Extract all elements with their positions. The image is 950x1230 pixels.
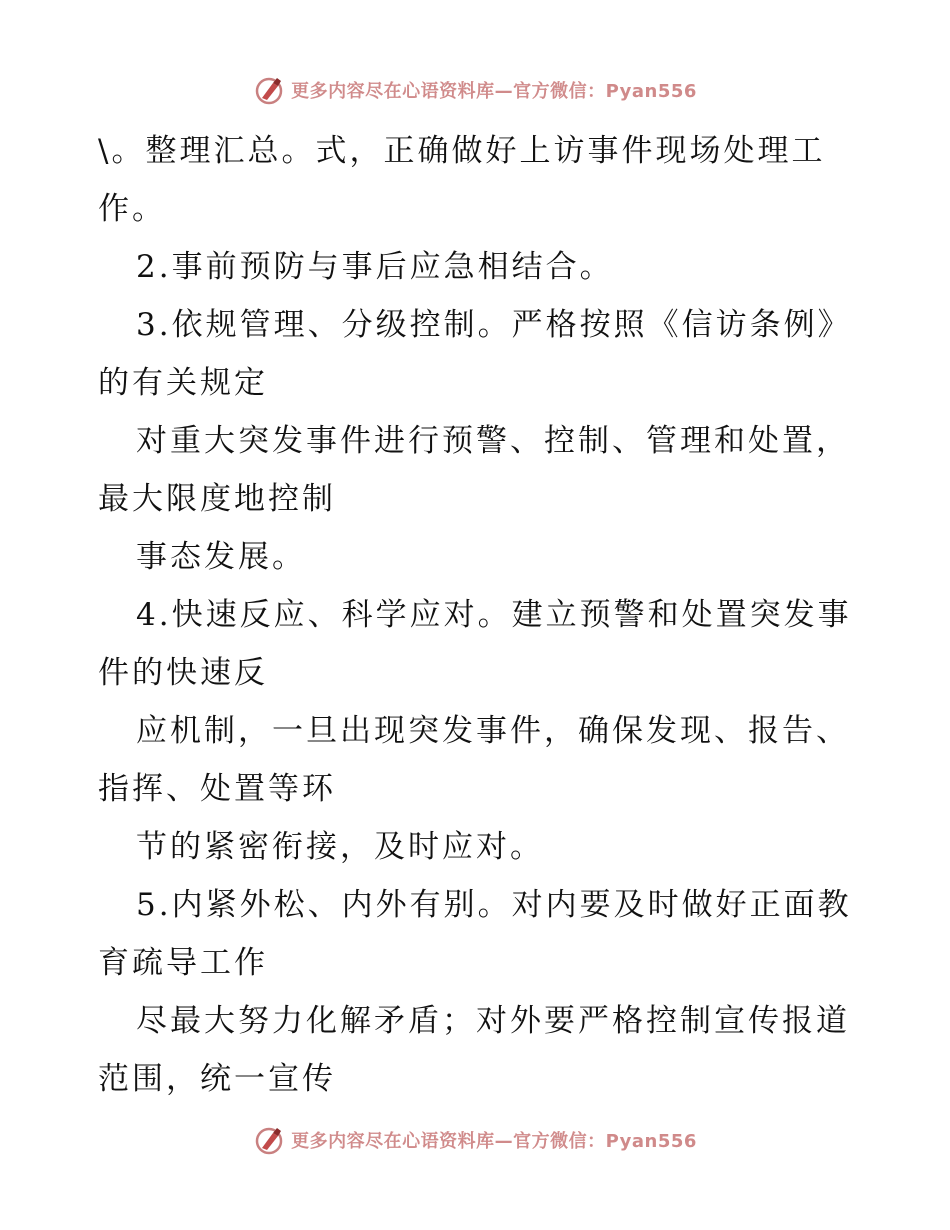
text-line: 4.快速反应、科学应对。建立预警和处置突发事 <box>136 597 852 633</box>
text-line: 对重大突发事件进行预警、控制、管理和处置， <box>136 423 850 459</box>
text-line: 的有关规定 <box>98 365 268 401</box>
text-line: 最大限度地控制 <box>98 481 336 517</box>
pen-nib-circle-icon <box>253 74 285 106</box>
text-line: 应机制，一旦出现突发事件，确保发现、报告、 <box>136 713 850 749</box>
text-line: 节的紧密衔接，及时应对。 <box>136 829 544 865</box>
watermark-text: 更多内容尽在心语资料库—官方微信：Pyan556 <box>291 1131 697 1152</box>
watermark-header <box>0 70 950 110</box>
text-line: 作。 <box>98 191 166 227</box>
text-line: 尽最大努力化解矛盾；对外要严格控制宣传报道 <box>136 1003 850 1039</box>
text-line: 指挥、处置等环 <box>98 771 336 807</box>
pen-nib-circle-icon <box>253 1124 285 1156</box>
text-line: 5.内紧外松、内外有别。对内要及时做好正面教 <box>136 887 852 923</box>
text-line: \。整理汇总。式，正确做好上访事件现场处理工 <box>98 133 826 169</box>
text-line: 事态发展。 <box>136 539 306 575</box>
text-line: 2.事前预防与事后应急相结合。 <box>136 249 614 285</box>
text-line: 范围，统一宣传 <box>98 1061 336 1097</box>
text-line: 件的快速反 <box>98 655 268 691</box>
body-text <box>98 122 858 1108</box>
watermark-text: 更多内容尽在心语资料库—官方微信：Pyan556 <box>291 81 697 102</box>
text-line: 育疏导工作 <box>98 945 268 981</box>
text-line: 3.依规管理、分级控制。严格按照《信访条例》 <box>136 307 852 343</box>
watermark-footer <box>0 1120 950 1160</box>
